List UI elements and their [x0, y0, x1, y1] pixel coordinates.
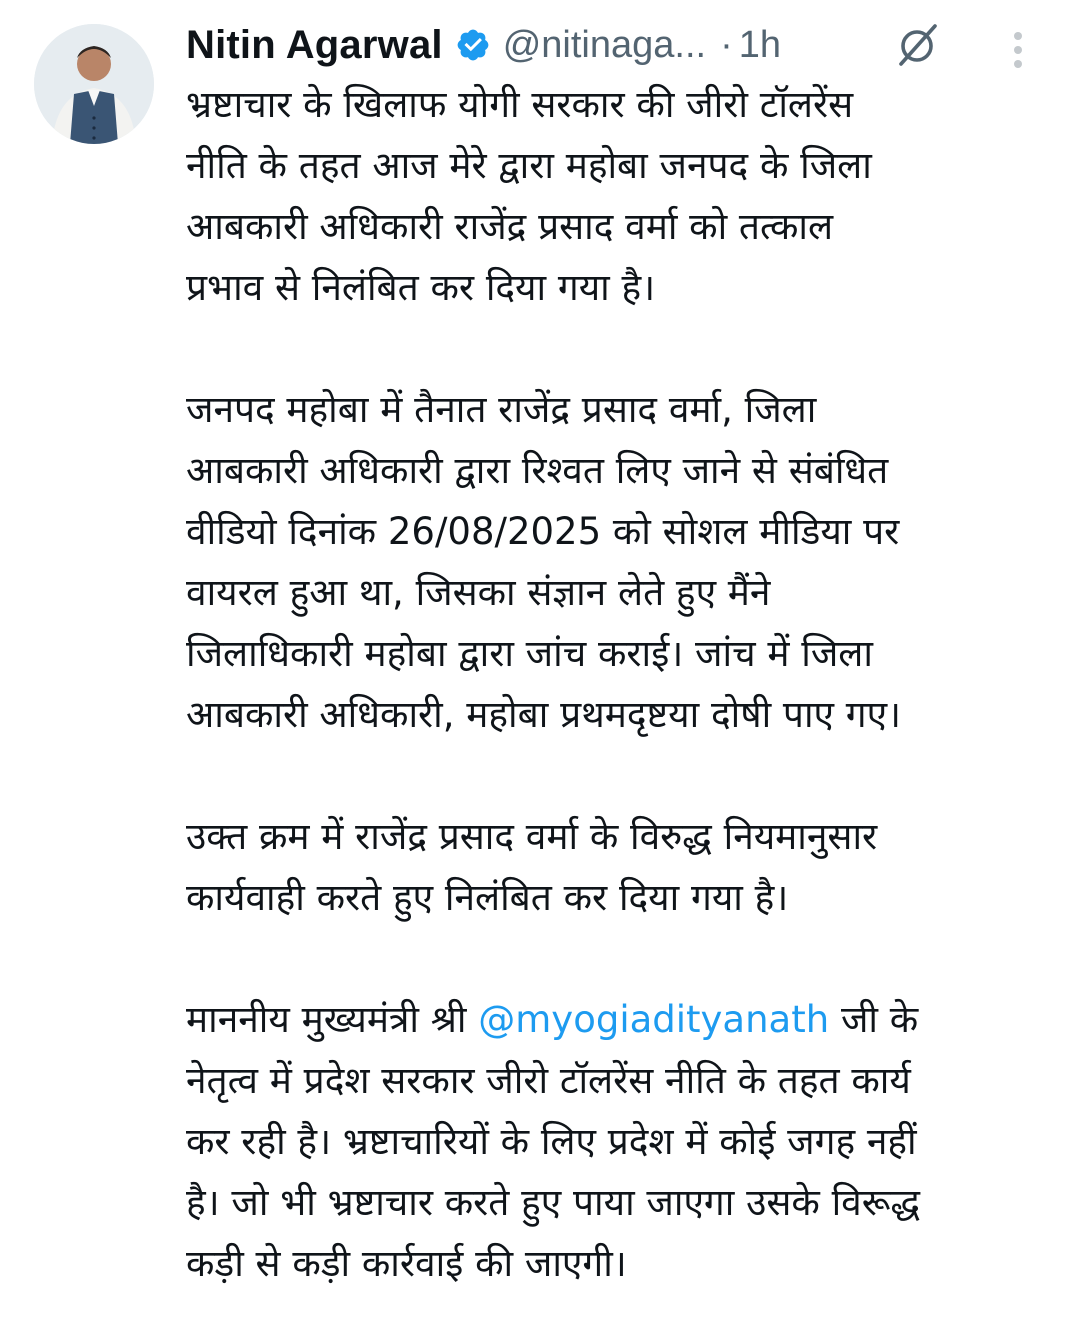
avatar-image — [34, 24, 154, 144]
grok-icon[interactable] — [893, 20, 943, 70]
paragraph-4 — [186, 989, 1056, 1294]
author-name[interactable]: Nitin Agarwal — [186, 22, 443, 67]
mention-link[interactable]: @myogiadityanath — [478, 998, 830, 1041]
author-handle[interactable]: @nitinaga... — [502, 23, 707, 66]
verified-badge-icon — [455, 27, 491, 63]
tweet-header — [186, 16, 1078, 74]
paragraph-4-prefix: माननीय मुख्यमंत्री श्री — [186, 998, 479, 1041]
avatar[interactable] — [34, 24, 154, 144]
tweet-text — [186, 74, 1056, 1294]
paragraph-2: जनपद महोबा में तैनात राजेंद्र प्रसाद वर्मा, जिला आबकारी अधिकारी द्वारा रिश्वत लिए जाने से संबंधित वीडियो दिनांक 26/08/2025 को सोशल मीडिया पर वायरल हुआ था, जिसका संज्ञान लेते हुए मैंने जिलाधिकारी महोबा द्वारा जांच कराई। जांच में जिला आबकारी अधिकारी, महोबा प्रथमदृष्टया दोषी पाए गए। — [186, 388, 902, 736]
paragraph-3: उक्त क्रम में राजेंद्र प्रसाद वर्मा के विरुद्ध नियमानुसार कार्यवाही करते हुए निलंबित कर दिया गया है। — [186, 815, 878, 919]
paragraph-4-suffix: जी के नेतृत्व में प्रदेश सरकार जीरो टॉलरेंस नीति के तहत कार्य कर रही है। भ्रष्टाचारियों के लिए प्रदेश में कोई जगह नहीं है। जो भी भ्रष्टाचार करते हुए पाया जाएगा उसके विरूद्ध कड़ी से कड़ी कार्रवाई की जाएगी। — [186, 998, 921, 1285]
separator-dot: · — [720, 23, 733, 66]
more-options-icon[interactable] — [1004, 28, 1032, 72]
paragraph-1: भ्रष्टाचार के खिलाफ योगी सरकार की जीरो टॉलरेंस नीति के तहत आज मेरे द्वारा महोबा जनपद के जिला आबकारी अधिकारी राजेंद्र प्रसाद वर्मा को तत्काल प्रभाव से निलंबित कर दिया गया है। — [186, 83, 872, 309]
timestamp[interactable]: 1h — [738, 23, 781, 66]
